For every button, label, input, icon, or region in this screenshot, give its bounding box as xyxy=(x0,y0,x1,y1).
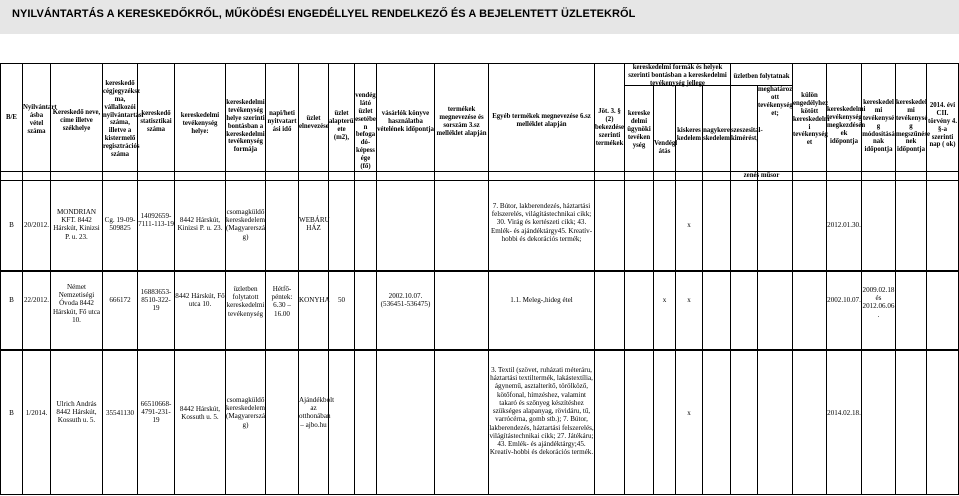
cell-termekek: 3. Textil (szövet, ruházati méteráru, háztartási textiltermék, lakástextília, ágynemű, asztalterítő, törölköző, kötőfonal, hímzéshez, valamint takaró és szőnyeg készítéshez szükséges alapanyag, rövidáru, tű, varrócérna, gomb stb.); 7. Bútor, lakberendezés, háztartási felszerelés, világítástechnikai cikk; 27. Játékáru; 43. Emlék- és ajándéktárgy;45. Kreatív-hobbi és dekorációs termék. xyxy=(489,366,594,457)
cell-vendeglatas: x xyxy=(662,296,667,304)
header-cegjegyzekszam: kereskedő cégjegyzéksz ma, vállalkozói nyilvántartási száma, illetve a kistermelő regisztrációs száma xyxy=(103,80,144,158)
cell-nyitvatartas: Hétfő-péntek: 6.30 – 16.00 xyxy=(271,285,293,318)
cell-nyilvantartas: 1/2014. xyxy=(25,409,48,417)
cell-kereskedo-nev: Ulrich András 8442 Hárskút, Kossuth u. 5. xyxy=(56,400,97,425)
header-uzletben-folytatnak: üzletben folytatnak xyxy=(733,73,790,80)
header-alapterulet: üzlet alapterül ete (m2), xyxy=(329,110,356,141)
cell-tevekenyseg-helye: 8442 Hárskút, Kossuth u. 5. xyxy=(179,405,221,422)
cell-tevekenyseg-helye: 8442 Hárskút, Fő utca 10. xyxy=(175,292,225,309)
subheader-nagykereskedelem: nagykere skedelem xyxy=(703,127,730,142)
header-statisztikai-szam: kereskedő statisztikai száma xyxy=(140,110,172,133)
subheader-zenes-musor: zenés műsor xyxy=(743,172,780,179)
header-vendeglato-befogadokepesseg: vendég látó üzlet esetébe n befoga dó-képess ége (fő) xyxy=(355,92,376,170)
cell-statisztikai-szam: 16883653-8510-322-19 xyxy=(140,288,172,313)
cell-megkezdes: 2014.02.18. xyxy=(827,409,861,417)
subheader-szeszesital-kimeres: szeszesital-kimérést, xyxy=(731,127,763,142)
subheader-meghatarozott-tevekenyseg: meghatároz ott tevékenység et; xyxy=(758,86,793,117)
header-kereskedelmi-formak: kereskedelmi formák és helyek szerinti bontásban a kereskedelmi tevékenység jellege xyxy=(628,64,727,87)
cell-alapterulet: 50 xyxy=(337,296,346,304)
header-jot-termekek: Jöt. 3. § (2) bekezdése szerinti termékek xyxy=(595,108,625,147)
cell-kiskereskedelem: x xyxy=(687,296,691,304)
header-uzlet-elnevezese: üzlet elnevezése xyxy=(299,115,329,130)
cell-uzlet-elnevezese: Ajándékbolt az otthonában – ajbo.hu xyxy=(299,396,335,429)
header-tevekenyseg-helye: kereskedelmi tevékenység helye: xyxy=(180,112,220,135)
header-egyeb-termekek: Egyéb termékek megnevezése 6.sz melléklet alapján xyxy=(492,113,591,128)
header-be: B/E xyxy=(6,114,17,121)
subheader-vendeglatas: Vendégl átás xyxy=(654,140,678,155)
header-megkezdes-idopontja: kereskedelmi tevékenység megkezdésén ek időpontja xyxy=(827,106,866,145)
header-vasarlok-konyve: vásárlók könyve használatba vételének időpontja xyxy=(377,110,434,133)
cell-tevekenyseg-formaja: üzletben folytatott kereskedelmi tevékenység xyxy=(226,285,265,318)
header-modositas-idopontja: kereskedel mi tevékenysé g módosításá nak időpontja xyxy=(862,99,895,154)
cell-kereskedo-nev: Német Nemzetiségi Óvoda 8442 Hárskút, Fő utca 10. xyxy=(52,283,101,324)
cell-megkezdes: 2002.10.07. xyxy=(827,296,861,304)
cell-kiskereskedelem: x xyxy=(687,409,691,417)
header-nyitvatartas: napi/heti nyitvatart ási idő xyxy=(267,110,297,133)
cell-kiskereskedelem: x xyxy=(687,221,691,229)
cell-termekek: 7. Bútor, lakberendezés, háztartási felszerelés, világítástechnikai cikk; 30. Virág és kertészeti cikk; 43. Emlék- és ajándéktárgy45. Kreatív-hobbi és dekorációs termék; xyxy=(490,202,593,243)
cell-uzlet-elnevezese: KONYHA xyxy=(299,296,330,304)
header-megszunes-idopontja: kereskedel mi tevékenysé g megszűnése nek időpontja xyxy=(896,99,930,154)
header-termekek: termékek megnevezése és sorszám 3.sz melléklet alapján xyxy=(436,106,487,137)
header-kulon-engedelyhez-kotott: külön engedélyhez kötött kereskedelm i tevékenység et xyxy=(793,92,830,147)
cell-uzlet-elnevezese: WEBÁRU HÁZ xyxy=(299,216,330,233)
cell-be: B xyxy=(9,221,14,229)
cell-be: B xyxy=(9,296,14,304)
cell-vasarlok-konyve: 2002.10.07. (536451-536475) xyxy=(380,292,431,309)
header-kereskedo-nev: Kereskedő neve, címe illetve székhelye xyxy=(52,109,101,132)
cell-egyeb-termekek: 1.1. Meleg-,hideg étel xyxy=(510,296,573,304)
cell-statisztikai-szam: 14092659-7111-113-19 xyxy=(138,212,174,229)
header-nyilvantartas: Nyilvántart ásba vétel száma xyxy=(23,104,57,135)
cell-tevekenyseg-formaja: csomagküldő kereskedelem (Magyarerszá g) xyxy=(226,208,265,241)
cell-statisztikai-szam: 66510668-4791-231-19 xyxy=(140,400,172,425)
header-tevekenyseg-formaja: kereskedelmi tevékenység helye szerinti bontásban a kereskedelmi tevékenység formája xyxy=(226,99,265,154)
cell-cegjegyzekszam: Cg. 19-09-509825 xyxy=(104,216,136,233)
page-title: NYILVÁNTARTÁS A KERESKEDŐKRŐL, MŰKÖDÉSI ENGEDÉLLYEL RENDELKEZŐ ÉS A BEJELENTETT ÜZLETEKRŐL xyxy=(12,8,636,20)
cell-cegjegyzekszam: 35541130 xyxy=(105,409,135,417)
header-cii-torveny: 2014. évi CII. törvény 4. §-a szerinti nap ( ok) xyxy=(927,102,958,149)
cell-be: B xyxy=(9,409,14,417)
subheader-ugynoki-tevekenyseg: kereske delmi ügynöki tevéken ység xyxy=(627,110,651,149)
cell-tevekenyseg-formaja: csomagküldő kereskedelem (Magyarerszá g) xyxy=(226,396,265,429)
subheader-kiskereskedelem: kiskeres kedelem xyxy=(676,127,702,142)
cell-nyilvantartas: 22/2012. xyxy=(23,296,50,304)
cell-nyilvantartas: 20/2012. xyxy=(23,221,50,229)
cell-cegjegyzekszam: 666172 xyxy=(109,296,131,304)
cell-tevekenyseg-helye: 8442 Hárskút, Kinizsi P. u. 23. xyxy=(177,216,223,233)
cell-megszunes: 2009.02.18 és 2012.06.06 . xyxy=(862,286,895,319)
cell-megkezdes: 2012.01.30. xyxy=(827,221,861,229)
cell-kereskedo-nev: MONDRIAN KFT. 8442 Hárskút, Kinizsi P. u. 23. xyxy=(53,208,100,241)
